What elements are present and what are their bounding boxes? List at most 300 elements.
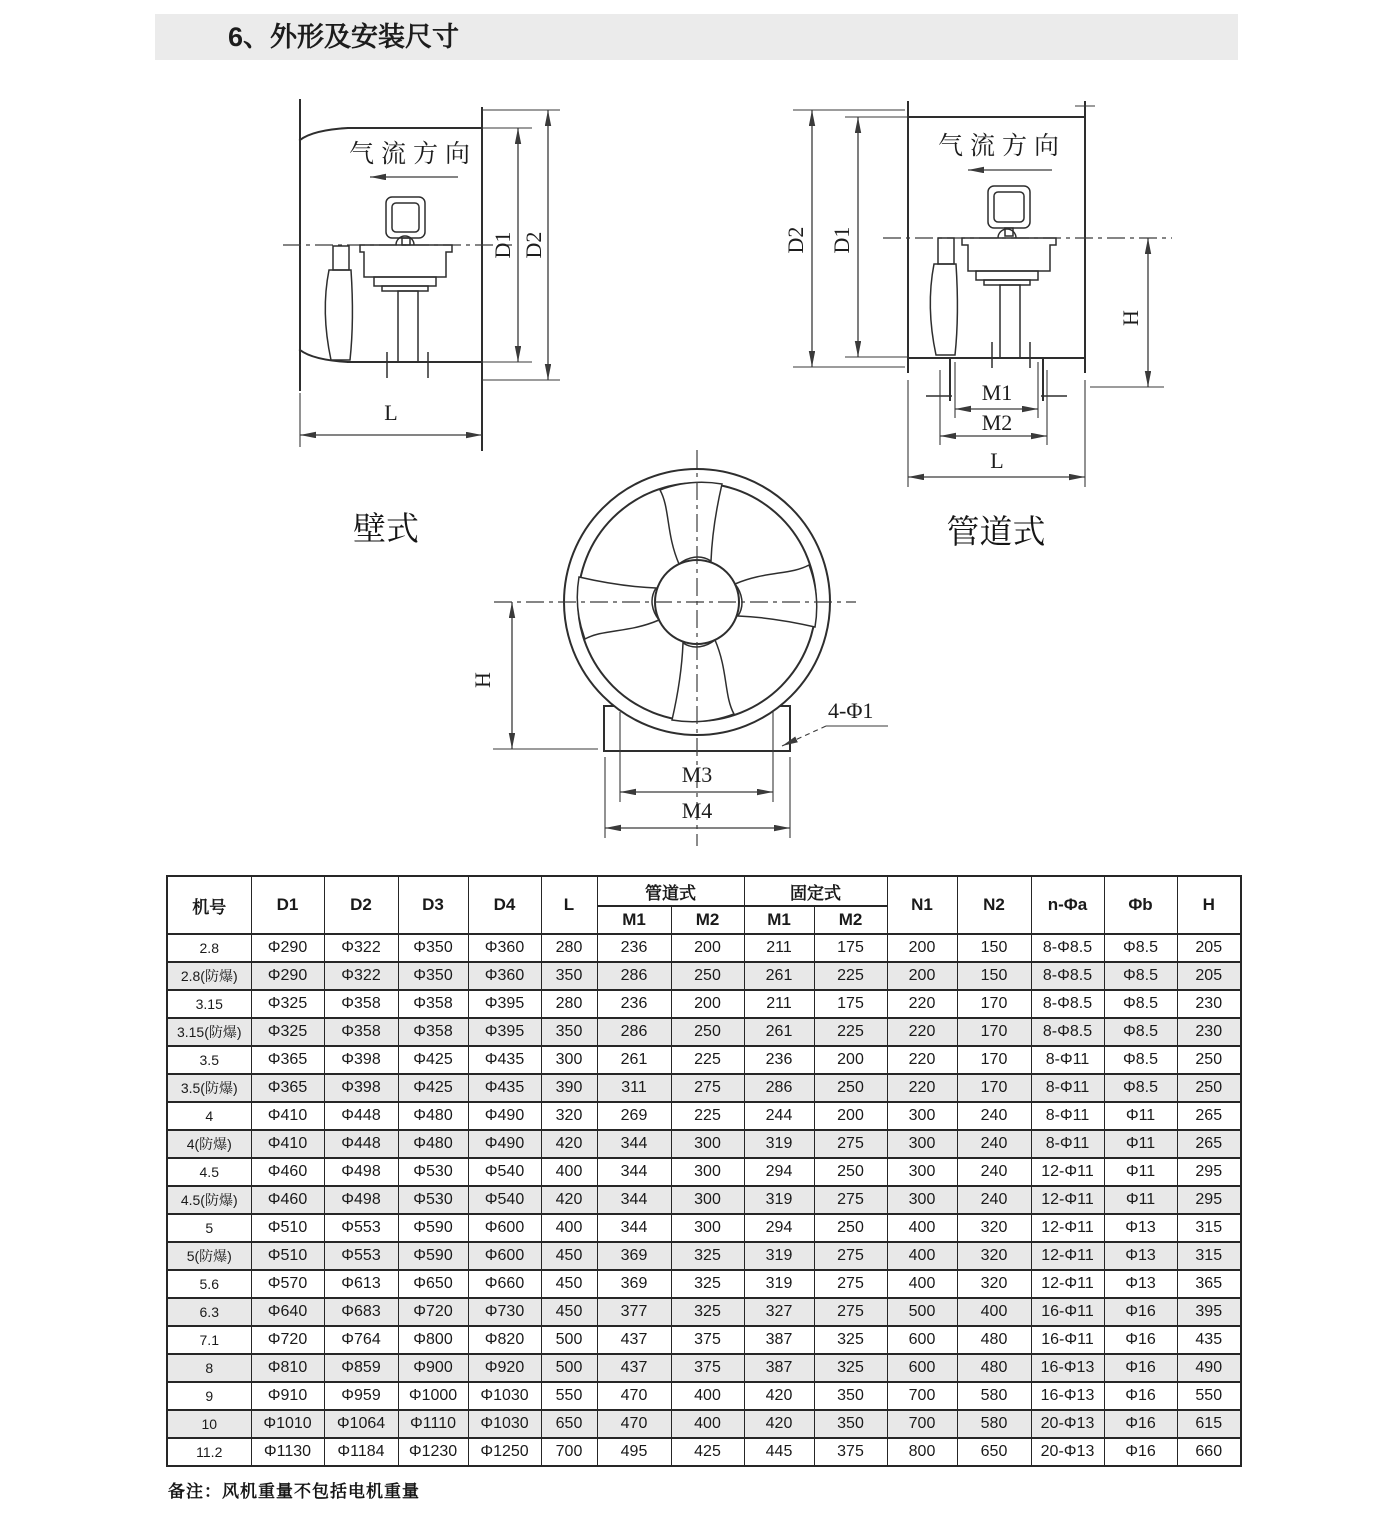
table-cell: 344: [597, 1214, 671, 1242]
table-cell: 344: [597, 1130, 671, 1158]
sub-header-fixed-m1: M1: [744, 906, 814, 934]
table-row: [167, 1270, 1241, 1298]
table-cell: Φ435: [468, 1046, 541, 1074]
table-cell: 311: [597, 1074, 671, 1102]
table-cell: 6.3: [167, 1298, 251, 1326]
table-cell: Φ322: [324, 962, 398, 990]
table-cell: 200: [814, 1102, 887, 1130]
sub-header-fixed-m2: M2: [814, 906, 887, 934]
table-cell: 250: [671, 1018, 744, 1046]
table-cell: 220: [887, 1046, 957, 1074]
table-cell: Φ13: [1104, 1242, 1177, 1270]
table-cell: 240: [957, 1158, 1031, 1186]
table-cell: Φ600: [468, 1242, 541, 1270]
table-cell: Φ1250: [468, 1438, 541, 1466]
table-cell: 650: [957, 1438, 1031, 1466]
table-cell: 3.5: [167, 1046, 251, 1074]
table-cell: 12-Φ11: [1031, 1186, 1104, 1214]
table-cell: 16-Φ13: [1031, 1354, 1104, 1382]
table-cell: 280: [541, 990, 597, 1018]
table-cell: Φ290: [251, 934, 324, 962]
airflow-label: 气流方向: [937, 133, 1067, 160]
table-cell: 8-Φ8.5: [1031, 990, 1104, 1018]
fan-blade-profile: [325, 270, 352, 360]
col-header-n2: N2: [957, 876, 1031, 934]
table-cell: 550: [1177, 1382, 1241, 1410]
col-header-nphia: n-Φa: [1031, 876, 1104, 934]
table-cell: 600: [887, 1354, 957, 1382]
col-header-machine: 机号: [167, 876, 251, 934]
table-cell: Φ1184: [324, 1438, 398, 1466]
table-cell: 4: [167, 1102, 251, 1130]
table-row: [167, 1158, 1241, 1186]
dim-label-m4: M4: [681, 798, 713, 823]
table-cell: Φ590: [398, 1242, 468, 1270]
table-cell: 225: [814, 962, 887, 990]
table-cell: 375: [671, 1326, 744, 1354]
table-cell: 250: [671, 962, 744, 990]
dim-label-d1: D1: [490, 231, 515, 259]
table-cell: Φ11: [1104, 1158, 1177, 1186]
table-cell: Φ660: [468, 1270, 541, 1298]
table-cell: 387: [744, 1326, 814, 1354]
table-cell: Φ530: [398, 1158, 468, 1186]
dim-label-l: L: [990, 448, 1004, 473]
section-title-bar: [155, 14, 1238, 60]
table-cell: 320: [957, 1242, 1031, 1270]
col-header-d4: D4: [468, 876, 541, 934]
table-cell: 344: [597, 1158, 671, 1186]
support-column: [398, 291, 418, 362]
table-cell: Φ398: [324, 1046, 398, 1074]
table-cell: Φ11: [1104, 1130, 1177, 1158]
table-cell: 211: [744, 990, 814, 1018]
table-cell: 300: [671, 1130, 744, 1158]
support-column: [1000, 285, 1020, 358]
table-cell: 5(防爆): [167, 1242, 251, 1270]
table-cell: 16-Φ11: [1031, 1298, 1104, 1326]
col-header-d2: D2: [324, 876, 398, 934]
table-cell: 261: [597, 1046, 671, 1074]
table-cell: 225: [814, 1018, 887, 1046]
airflow-label: 气流方向: [348, 141, 478, 168]
table-cell: 250: [1177, 1046, 1241, 1074]
table-cell: 3.15: [167, 990, 251, 1018]
table-cell: Φ810: [251, 1354, 324, 1382]
table-cell: 375: [814, 1438, 887, 1466]
table-row: [167, 1186, 1241, 1214]
table-cell: Φ16: [1104, 1382, 1177, 1410]
table-cell: Φ398: [324, 1074, 398, 1102]
table-cell: Φ435: [468, 1074, 541, 1102]
table-cell: 450: [541, 1270, 597, 1298]
table-cell: 20-Φ13: [1031, 1438, 1104, 1466]
section-title: 6、外形及安装尺寸: [228, 22, 460, 52]
table-cell: 300: [541, 1046, 597, 1074]
table-cell: 275: [671, 1074, 744, 1102]
table-cell: Φ590: [398, 1214, 468, 1242]
table-cell: 600: [887, 1326, 957, 1354]
table-cell: Φ13: [1104, 1270, 1177, 1298]
table-cell: Φ570: [251, 1270, 324, 1298]
table-row: [167, 1018, 1241, 1046]
holes-label: 4-Φ1: [828, 698, 874, 723]
table-cell: 390: [541, 1074, 597, 1102]
table-cell: 425: [671, 1438, 744, 1466]
table-cell: 286: [744, 1074, 814, 1102]
table-cell: 230: [1177, 1018, 1241, 1046]
table-cell: 700: [887, 1410, 957, 1438]
motor-base-block: [374, 277, 436, 286]
table-cell: 400: [671, 1410, 744, 1438]
table-header: [167, 876, 1241, 934]
table-cell: 500: [887, 1298, 957, 1326]
table-cell: 480: [957, 1354, 1031, 1382]
table-cell: 660: [1177, 1438, 1241, 1466]
table-cell: 16-Φ11: [1031, 1326, 1104, 1354]
col-header-n1: N1: [887, 876, 957, 934]
table-cell: 10: [167, 1410, 251, 1438]
table-row: [167, 1410, 1241, 1438]
table-cell: 420: [744, 1382, 814, 1410]
table-row: [167, 1438, 1241, 1466]
table-cell: 230: [1177, 990, 1241, 1018]
table-cell: 470: [597, 1382, 671, 1410]
table-cell: Φ1230: [398, 1438, 468, 1466]
table-cell: 244: [744, 1102, 814, 1130]
table-cell: 170: [957, 1018, 1031, 1046]
fan-blade-profile: [930, 264, 957, 355]
table-cell: Φ410: [251, 1102, 324, 1130]
table-cell: 2.8(防爆): [167, 962, 251, 990]
group-header-duct: 管道式: [597, 876, 744, 906]
table-cell: 265: [1177, 1130, 1241, 1158]
table-cell: 8: [167, 1354, 251, 1382]
table-cell: 420: [744, 1410, 814, 1438]
table-cell: Φ365: [251, 1046, 324, 1074]
col-header-phib: Φb: [1104, 876, 1177, 934]
table-cell: 580: [957, 1410, 1031, 1438]
table-cell: Φ540: [468, 1158, 541, 1186]
table-cell: 319: [744, 1242, 814, 1270]
table-cell: 300: [887, 1158, 957, 1186]
table-cell: 300: [671, 1158, 744, 1186]
table-cell: Φ358: [324, 990, 398, 1018]
table-cell: Φ350: [398, 962, 468, 990]
table-cell: 350: [814, 1410, 887, 1438]
table-cell: Φ800: [398, 1326, 468, 1354]
dim-label-d2: D2: [783, 226, 808, 254]
col-header-d1: D1: [251, 876, 324, 934]
table-cell: 387: [744, 1354, 814, 1382]
table-cell: 400: [887, 1214, 957, 1242]
table-row: [167, 962, 1241, 990]
table-cell: 800: [887, 1438, 957, 1466]
table-cell: 350: [541, 1018, 597, 1046]
group-header-fixed: 固定式: [744, 876, 887, 906]
table-cell: 250: [814, 1158, 887, 1186]
table-cell: Φ730: [468, 1298, 541, 1326]
col-header-l: L: [541, 876, 597, 934]
table-cell: 437: [597, 1354, 671, 1382]
table-cell: Φ360: [468, 934, 541, 962]
table-cell: 286: [597, 962, 671, 990]
table-cell: Φ683: [324, 1298, 398, 1326]
table-cell: Φ358: [324, 1018, 398, 1046]
front-view-drawing: [470, 450, 888, 846]
table-cell: Φ322: [324, 934, 398, 962]
table-cell: 300: [887, 1130, 957, 1158]
table-cell: 220: [887, 1074, 957, 1102]
table-cell: Φ13: [1104, 1214, 1177, 1242]
table-cell: 450: [541, 1298, 597, 1326]
duct-type-drawing: [783, 102, 1172, 550]
table-cell: 420: [541, 1130, 597, 1158]
table-cell: Φ16: [1104, 1326, 1177, 1354]
table-cell: 700: [541, 1438, 597, 1466]
table-cell: Φ425: [398, 1074, 468, 1102]
table-cell: Φ910: [251, 1382, 324, 1410]
table-cell: Φ540: [468, 1186, 541, 1214]
table-cell: 420: [541, 1186, 597, 1214]
table-cell: Φ425: [398, 1046, 468, 1074]
footnote: 备注：风机重量不包括电机重量: [168, 1482, 420, 1501]
table-cell: Φ16: [1104, 1354, 1177, 1382]
table-cell: Φ900: [398, 1354, 468, 1382]
table-cell: 211: [744, 934, 814, 962]
motor-body: [962, 238, 1056, 271]
table-cell: Φ16: [1104, 1410, 1177, 1438]
table-cell: Φ410: [251, 1130, 324, 1158]
terminal-box-inner: [994, 192, 1024, 222]
table-cell: 295: [1177, 1158, 1241, 1186]
table-cell: 320: [541, 1102, 597, 1130]
table-cell: 170: [957, 990, 1031, 1018]
table-row: [167, 1326, 1241, 1354]
terminal-stem: [402, 238, 410, 245]
table-cell: Φ448: [324, 1130, 398, 1158]
table-row: [167, 1074, 1241, 1102]
table-cell: 275: [814, 1186, 887, 1214]
table-cell: 400: [671, 1382, 744, 1410]
table-cell: 400: [887, 1242, 957, 1270]
table-cell: Φ490: [468, 1102, 541, 1130]
wall-type-drawing: [283, 100, 560, 547]
table-cell: Φ720: [398, 1298, 468, 1326]
table-cell: Φ959: [324, 1382, 398, 1410]
table-cell: 286: [597, 1018, 671, 1046]
table-cell: Φ8.5: [1104, 1074, 1177, 1102]
dim-label-h: H: [1118, 310, 1143, 326]
dim-label-l: L: [384, 400, 398, 425]
terminal-box-inner: [392, 203, 419, 232]
table-cell: Φ8.5: [1104, 990, 1177, 1018]
table-cell: 261: [744, 1018, 814, 1046]
table-row: [167, 1046, 1241, 1074]
dim-label-m1: M1: [981, 380, 1013, 405]
table-cell: 295: [1177, 1186, 1241, 1214]
table-cell: Φ640: [251, 1298, 324, 1326]
table-cell: 437: [597, 1326, 671, 1354]
table-cell: Φ1000: [398, 1382, 468, 1410]
table-cell: 275: [814, 1270, 887, 1298]
table-row: [167, 1214, 1241, 1242]
table-cell: Φ553: [324, 1242, 398, 1270]
table-cell: Φ16: [1104, 1298, 1177, 1326]
table-body: [167, 934, 1241, 1466]
table-cell: Φ480: [398, 1130, 468, 1158]
table-cell: 300: [671, 1214, 744, 1242]
table-cell: 490: [1177, 1354, 1241, 1382]
table-cell: 4.5(防爆): [167, 1186, 251, 1214]
table-cell: Φ498: [324, 1158, 398, 1186]
table-cell: 365: [1177, 1270, 1241, 1298]
table-cell: 240: [957, 1130, 1031, 1158]
dim-label-d1: D1: [829, 226, 854, 254]
motor-base-block: [976, 271, 1038, 280]
table-cell: 550: [541, 1382, 597, 1410]
table-cell: Φ358: [398, 1018, 468, 1046]
table-cell: 615: [1177, 1410, 1241, 1438]
table-cell: 294: [744, 1214, 814, 1242]
table-cell: 8-Φ8.5: [1031, 962, 1104, 990]
table-cell: 236: [597, 934, 671, 962]
table-cell: 9: [167, 1382, 251, 1410]
table-cell: 236: [597, 990, 671, 1018]
table-cell: 294: [744, 1158, 814, 1186]
table-cell: Φ490: [468, 1130, 541, 1158]
table-cell: 236: [744, 1046, 814, 1074]
table-cell: Φ8.5: [1104, 1046, 1177, 1074]
table-cell: Φ498: [324, 1186, 398, 1214]
table-cell: 4.5: [167, 1158, 251, 1186]
table-row: [167, 1382, 1241, 1410]
table-cell: 12-Φ11: [1031, 1270, 1104, 1298]
table-cell: 275: [814, 1130, 887, 1158]
table-cell: Φ11: [1104, 1102, 1177, 1130]
table-cell: 315: [1177, 1242, 1241, 1270]
wall-type-caption: 壁式: [353, 510, 419, 547]
table-cell: 369: [597, 1270, 671, 1298]
table-cell: 375: [671, 1354, 744, 1382]
table-cell: Φ325: [251, 990, 324, 1018]
table-cell: 240: [957, 1186, 1031, 1214]
col-header-h: H: [1177, 876, 1241, 934]
table-cell: 369: [597, 1242, 671, 1270]
table-cell: 225: [671, 1102, 744, 1130]
table-cell: 400: [541, 1158, 597, 1186]
table-row: [167, 990, 1241, 1018]
table-cell: Φ8.5: [1104, 1018, 1177, 1046]
table-cell: 400: [541, 1214, 597, 1242]
table-row: [167, 1354, 1241, 1382]
table-cell: Φ11: [1104, 1186, 1177, 1214]
blade-bracket: [938, 238, 954, 264]
table-cell: 450: [541, 1242, 597, 1270]
table-cell: Φ530: [398, 1186, 468, 1214]
table-cell: 395: [1177, 1298, 1241, 1326]
table-row: [167, 1102, 1241, 1130]
table-cell: Φ820: [468, 1326, 541, 1354]
table-cell: 5: [167, 1214, 251, 1242]
table-cell: 150: [957, 934, 1031, 962]
table-cell: 250: [814, 1214, 887, 1242]
table-cell: 8-Φ11: [1031, 1102, 1104, 1130]
sub-header-duct-m2: M2: [671, 906, 744, 934]
table-cell: 8-Φ8.5: [1031, 934, 1104, 962]
table-cell: Φ1064: [324, 1410, 398, 1438]
table-cell: Φ350: [398, 934, 468, 962]
table-cell: 320: [957, 1214, 1031, 1242]
table-cell: 325: [671, 1270, 744, 1298]
table-cell: Φ720: [251, 1326, 324, 1354]
table-cell: 327: [744, 1298, 814, 1326]
dim-label-m3: M3: [681, 762, 713, 787]
table-cell: 12-Φ11: [1031, 1242, 1104, 1270]
table-cell: Φ365: [251, 1074, 324, 1102]
dim-label-h: H: [470, 672, 495, 688]
table-cell: Φ8.5: [1104, 934, 1177, 962]
table-cell: 344: [597, 1186, 671, 1214]
table-cell: 400: [887, 1270, 957, 1298]
table-cell: Φ1110: [398, 1410, 468, 1438]
table-cell: 8-Φ11: [1031, 1074, 1104, 1102]
table-cell: Φ1030: [468, 1410, 541, 1438]
dim-label-m2: M2: [981, 410, 1013, 435]
table-row: [167, 1242, 1241, 1270]
table-cell: 7.1: [167, 1326, 251, 1354]
table-cell: 12-Φ11: [1031, 1158, 1104, 1186]
table-cell: 5.6: [167, 1270, 251, 1298]
table-cell: 4(防爆): [167, 1130, 251, 1158]
table-cell: 170: [957, 1046, 1031, 1074]
leader-line: [782, 726, 826, 746]
table-cell: 325: [671, 1242, 744, 1270]
table-cell: 650: [541, 1410, 597, 1438]
bellmouth-curve-top: [300, 128, 348, 140]
sub-header-duct-m1: M1: [597, 906, 671, 934]
table-cell: 200: [887, 962, 957, 990]
table-cell: 200: [887, 934, 957, 962]
table-row: [167, 934, 1241, 962]
table-cell: Φ764: [324, 1326, 398, 1354]
table-cell: 319: [744, 1130, 814, 1158]
table-cell: 240: [957, 1102, 1031, 1130]
table-cell: 265: [1177, 1102, 1241, 1130]
table-cell: Φ510: [251, 1242, 324, 1270]
table-cell: 11.2: [167, 1438, 251, 1466]
table-cell: Φ460: [251, 1186, 324, 1214]
table-cell: 500: [541, 1354, 597, 1382]
table-cell: 300: [671, 1186, 744, 1214]
table-cell: Φ920: [468, 1354, 541, 1382]
table-cell: Φ460: [251, 1158, 324, 1186]
table-cell: 300: [887, 1186, 957, 1214]
table-cell: 495: [597, 1438, 671, 1466]
table-cell: Φ1030: [468, 1382, 541, 1410]
table-cell: 500: [541, 1326, 597, 1354]
table-cell: 205: [1177, 934, 1241, 962]
table-cell: Φ650: [398, 1270, 468, 1298]
table-row: [167, 1298, 1241, 1326]
table-cell: 3.15(防爆): [167, 1018, 251, 1046]
table-cell: Φ553: [324, 1214, 398, 1242]
table-cell: 350: [814, 1382, 887, 1410]
table-cell: Φ360: [468, 962, 541, 990]
table-cell: 400: [957, 1298, 1031, 1326]
table-cell: 175: [814, 990, 887, 1018]
table-cell: 150: [957, 962, 1031, 990]
